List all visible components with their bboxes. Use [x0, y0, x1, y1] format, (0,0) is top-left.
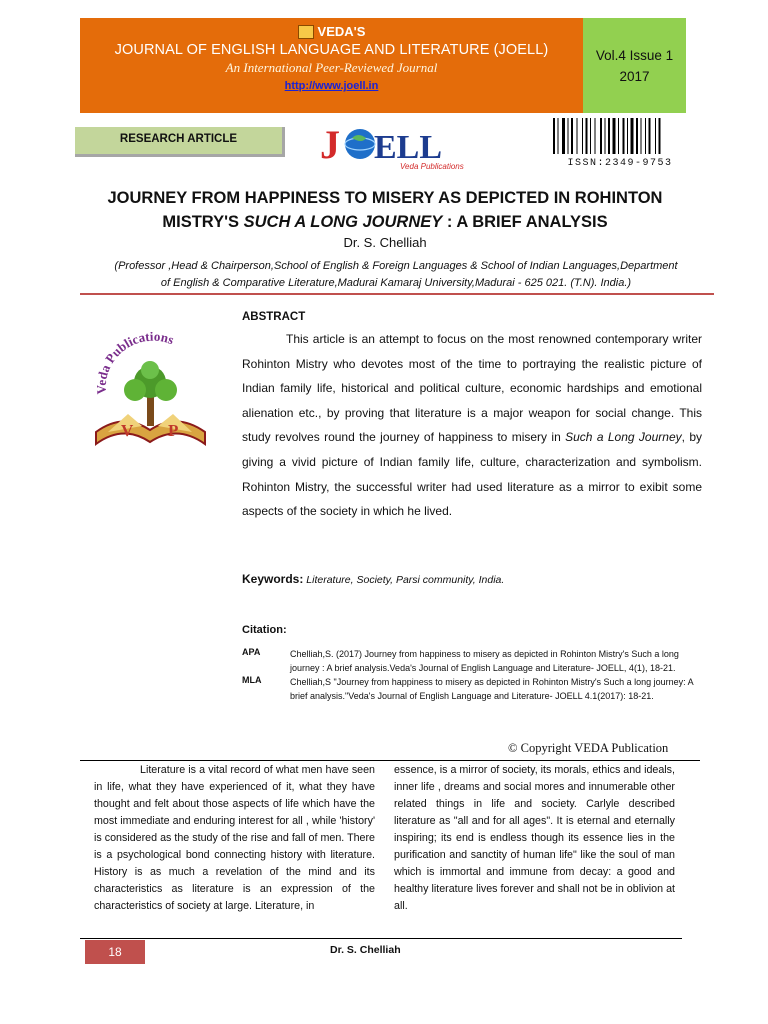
barcode-bar — [613, 118, 616, 154]
copyright-notice: © Copyright VEDA Publication — [508, 741, 669, 755]
barcode-bar — [627, 118, 628, 154]
barcode-bar — [562, 118, 565, 154]
page-number: 18 — [85, 940, 145, 964]
footer-author: Dr. S. Chelliah — [330, 944, 401, 956]
title-line-2 — [80, 210, 690, 234]
globe-icon — [345, 129, 375, 159]
volume-year: 2017 — [619, 69, 650, 84]
barcode-bar — [649, 118, 651, 154]
issn-number: ISSN:2349-9753 — [567, 158, 673, 169]
joell-logo — [318, 120, 488, 172]
apa-label: APA — [242, 647, 261, 657]
title-line-1: JOURNEY FROM HAPPINESS TO MISERY AS DEPICTED IN ROHINTON — [107, 189, 663, 207]
barcode-bar — [605, 118, 606, 154]
body-divider — [80, 760, 700, 761]
abstract-text-part-1: This article is an attempt to focus on the most renowned contemporary writer Rohinton Mistry who devotes most of the time to portraying the realistic picture of Indian family life, historical and political culture, economic hardships and emotional alienation etc., by proving that literature is a major weapon for social change. This study revolves round the journey of happiness to misery in — [242, 332, 702, 445]
barcode-bar — [623, 118, 625, 154]
keywords — [242, 572, 504, 586]
keywords-values: Literature, Society, Parsi community, India. — [303, 574, 505, 586]
barcode-bar — [618, 118, 619, 154]
barcode-bar — [636, 118, 638, 154]
title-line-2-end: : A BRIEF ANALYSIS — [442, 213, 608, 231]
keywords-label: Keywords: — [242, 572, 304, 586]
author-affiliation — [90, 258, 702, 292]
journal-url-link[interactable]: http://www.joell.in — [284, 80, 379, 92]
brand-row — [80, 24, 583, 39]
barcode-bar — [595, 118, 596, 154]
affiliation-line-2: of English & Comparative Literature,Madurai Kamaraj University,Madurai - 625 021. (T.N). India.) — [160, 277, 632, 289]
mla-citation: Chelliah,S "Journey from happiness to misery as depicted in Rohinton Mistry's Such a long journey: A brief analysis."Veda's Journal of English Language and Literature- JOELL 4.1(2017): 18-21. — [290, 677, 694, 701]
header-divider — [80, 293, 714, 295]
barcode-bar — [553, 118, 555, 154]
abstract-heading: ABSTRACT — [242, 311, 306, 323]
volume-issue: Vol.4 Issue 1 — [595, 48, 674, 63]
affiliation-line-1: (Professor ,Head & Chairperson,School of English & Foreign Languages & School of Indian Languages,Department — [114, 260, 678, 272]
article-title — [80, 186, 690, 234]
barcode-bar — [631, 118, 634, 154]
logo-letter-j: J — [320, 122, 340, 167]
barcode-bar — [590, 118, 591, 154]
mla-label: MLA — [242, 675, 262, 685]
veda-publications-logo — [88, 332, 213, 457]
body-paragraph-right: essence, is a mirror of society, its morals, ethics and ideals, inner life , dreams and social mores and innumerable other related things in life and society. Carlyle described literature as "all and for all ages". It is eternal and eternally inspiring; its end is endless though its essence lies in the purification and sanctity of human life" like the soul of man which is immortal and immune from decay: a good and healthy literature lives forever and shall not be in oblivion at all. — [394, 764, 675, 912]
abstract-text — [242, 327, 702, 524]
article-type-label: RESEARCH ARTICLE — [75, 127, 285, 157]
abstract-text-part-2: , by giving a vivid picture of Indian family life, culture, characterization and symbolism. Rohinton Mistry, the successful writer had used literature as a mirror to exibit some aspects of the society in which he lived. — [242, 430, 702, 519]
title-book-name: SUCH A LONG JOURNEY — [243, 213, 443, 231]
barcode-bar — [608, 118, 610, 154]
logo-letter-v: V — [121, 421, 134, 440]
volume-box — [583, 18, 686, 113]
logo-subtitle: Veda Publications — [400, 162, 464, 171]
barcode-bar — [558, 118, 559, 154]
logo-arc-text: Veda Publications — [93, 332, 177, 395]
barcode-bar — [600, 118, 602, 154]
barcode-bar — [568, 118, 569, 154]
barcode-bar — [659, 118, 661, 154]
body-left-column — [94, 762, 375, 915]
brand-name: VEDA'S — [317, 24, 366, 39]
barcode-bar — [645, 118, 646, 154]
barcode-bar — [571, 118, 573, 154]
barcode-graphic — [552, 118, 688, 154]
barcode-bar — [586, 118, 588, 154]
title-line-2-start: MISTRY'S — [162, 213, 244, 231]
barcode-bar — [655, 118, 656, 154]
logo-letters: ELL — [374, 129, 443, 166]
barcode-bar — [641, 118, 642, 154]
citation-heading: Citation: — [242, 624, 287, 636]
abstract-book-title: Such a Long Journey — [565, 430, 682, 445]
body-paragraph-left: Literature is a vital record of what men have seen in life, what they have experienced of it, what they have thought and felt about those aspects of life which have the most immediate and enduring interest for all , while 'history' is considered as the study of the rise and fall of men. There is a psychological bond connecting history with literature. History is as much a revelation of the mind and its characteristics as literature is an expression of the characteristics of society at large. Literature, in — [94, 764, 375, 912]
barcode-bar — [582, 118, 583, 154]
journal-banner — [80, 18, 583, 113]
body-right-column — [394, 762, 675, 915]
apa-citation: Chelliah,S. (2017) Journey from happiness to misery as depicted in Rohinton Mistry's Such a long journey : A brief analysis.Veda's Journal of English Language and Literature- JOELL, 4(1), 18-21. — [290, 649, 679, 673]
footer-divider — [80, 938, 682, 939]
logo-letter-p: P — [168, 421, 179, 440]
barcode-bar — [577, 118, 578, 154]
journal-tagline: An International Peer-Reviewed Journal — [225, 60, 438, 75]
veda-logo-icon — [298, 25, 314, 39]
journal-name: JOURNAL OF ENGLISH LANGUAGE AND LITERATURE (JOELL) — [114, 42, 549, 58]
article-author: Dr. S. Chelliah — [343, 235, 427, 250]
